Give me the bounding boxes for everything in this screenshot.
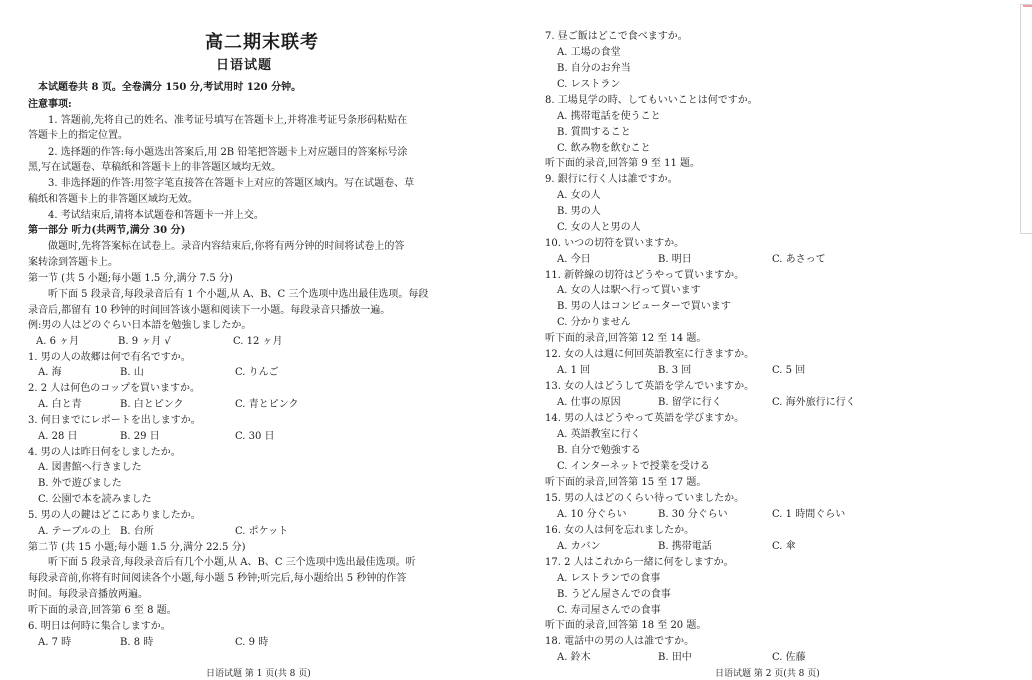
section-2-desc-line-2: 每段录音前,你将有时间阅读各个小题,每小题 5 秒钟;听完后,每小题给出 5 秒钟的作答 (28, 573, 407, 584)
question-3-options (38, 431, 275, 443)
question-15: 15. 男の人はどのくらい待っていましたか。 (545, 493, 745, 504)
section-1-desc-line-2: 录音后,都留有 10 秒钟的时间回答该小题和阅读下一小题。每段录音只播放一遍。 (28, 305, 391, 316)
question-15-options (557, 509, 845, 521)
question-14-option-c: C. インターネットで授業を受ける (557, 461, 710, 472)
question-10: 10. いつの切符を買いますか。 (545, 238, 685, 249)
question-11-option-b: B. 男の人はコンピューターで買います (557, 301, 731, 312)
question-13: 13. 女の人はどうして英語を学んでいますか。 (545, 381, 755, 392)
question-9-option-b: B. 男の人 (557, 206, 601, 217)
question-8-option-c: C. 飲み物を飲むこと (557, 143, 651, 154)
option-c: C. 海外旅行に行く (772, 397, 856, 408)
option-b: B. 8 時 (120, 637, 154, 648)
option-c: C. 5 回 (772, 365, 806, 376)
option-b: B. 山 (120, 367, 144, 378)
question-18: 18. 電話中の男の人は誰ですか。 (545, 636, 695, 647)
question-4-option-c: C. 公園で本を読みました (38, 494, 152, 505)
question-11: 11. 新幹線の切符はどうやって買いますか。 (545, 270, 745, 281)
example-options (36, 336, 283, 348)
question-1-options (38, 367, 279, 379)
option-c: C. りんご (235, 367, 279, 378)
option-b: B. 白とピンク (120, 399, 184, 410)
section-2-heading: 第二节 (共 15 小题;每小题 1.5 分,满分 22.5 分) (28, 542, 246, 553)
option-c: C. 青とピンク (235, 399, 299, 410)
section-2-desc-line-1: 听下面 5 段录音,每段录音后有几个小题,从 A、B、C 三个选项中选出最佳选项。听 (48, 557, 416, 568)
option-a: A. テーブルの上 (38, 526, 111, 537)
note-4: 4. 考试结束后,请将本试题卷和答题卡一并上交。 (48, 210, 264, 221)
question-7-option-b: B. 自分のお弁当 (557, 63, 631, 74)
question-8-option-a: A. 携帯電話を使うこと (557, 111, 661, 122)
question-7-option-c: C. レストラン (557, 79, 621, 90)
question-14-option-b: B. 自分で勉強する (557, 445, 641, 456)
section-2-desc-line-3: 时间。每段录音播放两遍。 (28, 589, 148, 600)
listen-instruction-9-11: 听下面的录音,回答第 9 至 11 题。 (545, 158, 700, 169)
option-b: B. 留学に行く (658, 397, 722, 408)
option-b: B. 携帯電話 (658, 541, 712, 552)
exam-info: 本试题卷共 8 页。全卷满分 150 分,考试用时 120 分钟。 (38, 82, 302, 93)
question-17: 17. 2 人はこれから一緒に何をしますか。 (545, 557, 734, 568)
option-b: B. 9 ヶ月 √ (118, 336, 171, 347)
part-1-heading: 第一部分 听力(共两节,满分 30 分) (28, 225, 186, 236)
option-b: B. 台所 (120, 526, 154, 537)
example-question: 例:男の人はどのぐらい日本語を勉強しましたか。 (28, 320, 252, 331)
question-16-options (557, 541, 796, 553)
page-footer-right: 日语试题 第 2 页(共 8 页) (715, 669, 820, 679)
question-7-option-a: A. 工場の食堂 (557, 47, 621, 58)
note-3-line-1: 3. 非选择题的作答:用签字笔直接答在答题卡上对应的答题区域内。写在试题卷、草 (48, 178, 415, 189)
question-9-option-c: C. 女の人と男の人 (557, 222, 641, 233)
option-a: A. 白と青 (38, 399, 82, 410)
question-8-option-b: B. 質問すること (557, 127, 631, 138)
option-c: C. 30 日 (235, 431, 275, 442)
option-a: A. 海 (38, 367, 62, 378)
note-3-line-2: 稿纸和答题卡上的非答题区域均无效。 (28, 194, 198, 205)
question-6-options (38, 637, 268, 649)
listen-instruction-6-8: 听下面的录音,回答第 6 至 8 题。 (28, 605, 177, 616)
question-9-option-a: A. 女の人 (557, 190, 601, 201)
option-c: C. ポケット (235, 526, 289, 537)
question-4-option-a: A. 図書館へ行きました (38, 462, 142, 473)
option-c: C. 1 時間ぐらい (772, 509, 846, 520)
note-2-line-1: 2. 选择题的作答:每小题选出答案后,用 2B 铅笔把答题卡上对应题目的答案标号涂 (48, 147, 408, 158)
listen-instruction-12-14: 听下面的录音,回答第 12 至 14 题。 (545, 333, 707, 344)
listen-instruction-18-20: 听下面的录音,回答第 18 至 20 题。 (545, 620, 707, 631)
note-1-line-1: 1. 答题前,先将自己的姓名、准考证号填写在答题卡上,并将准考证号条形码粘贴在 (48, 115, 408, 126)
question-14-option-a: A. 英語教室に行く (557, 429, 641, 440)
notes-heading: 注意事项: (28, 99, 72, 110)
panel-accent-mark (1023, 5, 1032, 7)
question-17-option-b: B. うどん屋さんでの食事 (557, 589, 671, 600)
question-16: 16. 女の人は何を忘れましたか。 (545, 525, 695, 536)
question-6: 6. 明日は何時に集合しますか。 (28, 621, 171, 632)
option-a: A. 7 時 (38, 637, 72, 648)
option-b: B. 明日 (658, 254, 692, 265)
option-a: A. カバン (557, 541, 601, 552)
question-12-options (557, 365, 805, 377)
option-a: A. 10 分ぐらい (557, 509, 627, 520)
option-a: A. 28 日 (38, 431, 78, 442)
option-b: B. 29 日 (120, 431, 160, 442)
option-c: C. 12 ヶ月 (233, 336, 283, 347)
option-c: C. あさって (772, 254, 826, 265)
question-5: 5. 男の人の鍵はどこにありましたか。 (28, 510, 201, 521)
question-2-options (38, 399, 298, 411)
option-b: B. 30 分ぐらい (658, 509, 728, 520)
part-1-desc-line-1: 做题时,先将答案标在试卷上。录音内容结束后,你将有两分钟的时间将试卷上的答 (48, 241, 405, 252)
option-c: C. 傘 (772, 541, 796, 552)
question-17-option-a: A. レストランでの食事 (557, 573, 661, 584)
question-12: 12. 女の人は週に何回英語教室に行きますか。 (545, 349, 755, 360)
exam-title: 高二期末联考 (205, 32, 319, 53)
option-b: B. 田中 (658, 652, 692, 663)
option-c: C. 佐藤 (772, 652, 806, 663)
option-b: B. 3 回 (658, 365, 692, 376)
question-4: 4. 男の人は昨日何をしましたか。 (28, 447, 181, 458)
question-11-option-a: A. 女の人は駅へ行って買います (557, 285, 701, 296)
option-a: A. 今日 (557, 254, 591, 265)
question-9: 9. 銀行に行く人は誰ですか。 (545, 174, 678, 185)
question-3: 3. 何日までにレポートを出しますか。 (28, 415, 201, 426)
page-footer-left: 日语试题 第 1 页(共 8 页) (206, 669, 311, 679)
note-2-line-2: 黑,写在试题卷、草稿纸和答题卡上的非答题区域均无效。 (28, 162, 282, 173)
question-8: 8. 工場見学の時、してもいいことは何ですか。 (545, 95, 758, 106)
question-4-option-b: B. 外で遊びました (38, 478, 122, 489)
question-1: 1. 男の人の故郷は何で有名ですか。 (28, 352, 191, 363)
exam-subtitle: 日语试题 (216, 58, 273, 73)
listen-instruction-15-17: 听下面的录音,回答第 15 至 17 题。 (545, 477, 707, 488)
question-5-options (38, 526, 288, 538)
question-18-options (557, 652, 806, 664)
option-a: A. 鈴木 (557, 652, 591, 663)
question-13-options (557, 397, 856, 409)
question-14: 14. 男の人はどうやって英語を学びますか。 (545, 413, 745, 424)
part-1-desc-line-2: 案转涂到答题卡上。 (28, 257, 118, 268)
side-panel[interactable] (1020, 4, 1032, 234)
question-2: 2. 2 人は何色のコップを買いますか。 (28, 383, 201, 394)
option-a: A. 6 ヶ月 (36, 336, 80, 347)
question-10-options (557, 254, 826, 266)
question-17-option-c: C. 寿司屋さんでの食事 (557, 605, 661, 616)
question-7: 7. 昼ご飯はどこで食べますか。 (545, 31, 688, 42)
section-1-heading: 第一节 (共 5 小题;每小题 1.5 分,满分 7.5 分) (28, 273, 233, 284)
option-c: C. 9 時 (235, 637, 269, 648)
question-11-option-c: C. 分かりません (557, 317, 631, 328)
section-1-desc-line-1: 听下面 5 段录音,每段录音后有 1 个小题,从 A、B、C 三个选项中选出最佳选项。每段 (48, 289, 429, 300)
option-a: A. 仕事の原因 (557, 397, 621, 408)
note-1-line-2: 答题卡上的指定位置。 (28, 130, 128, 141)
option-a: A. 1 回 (557, 365, 591, 376)
